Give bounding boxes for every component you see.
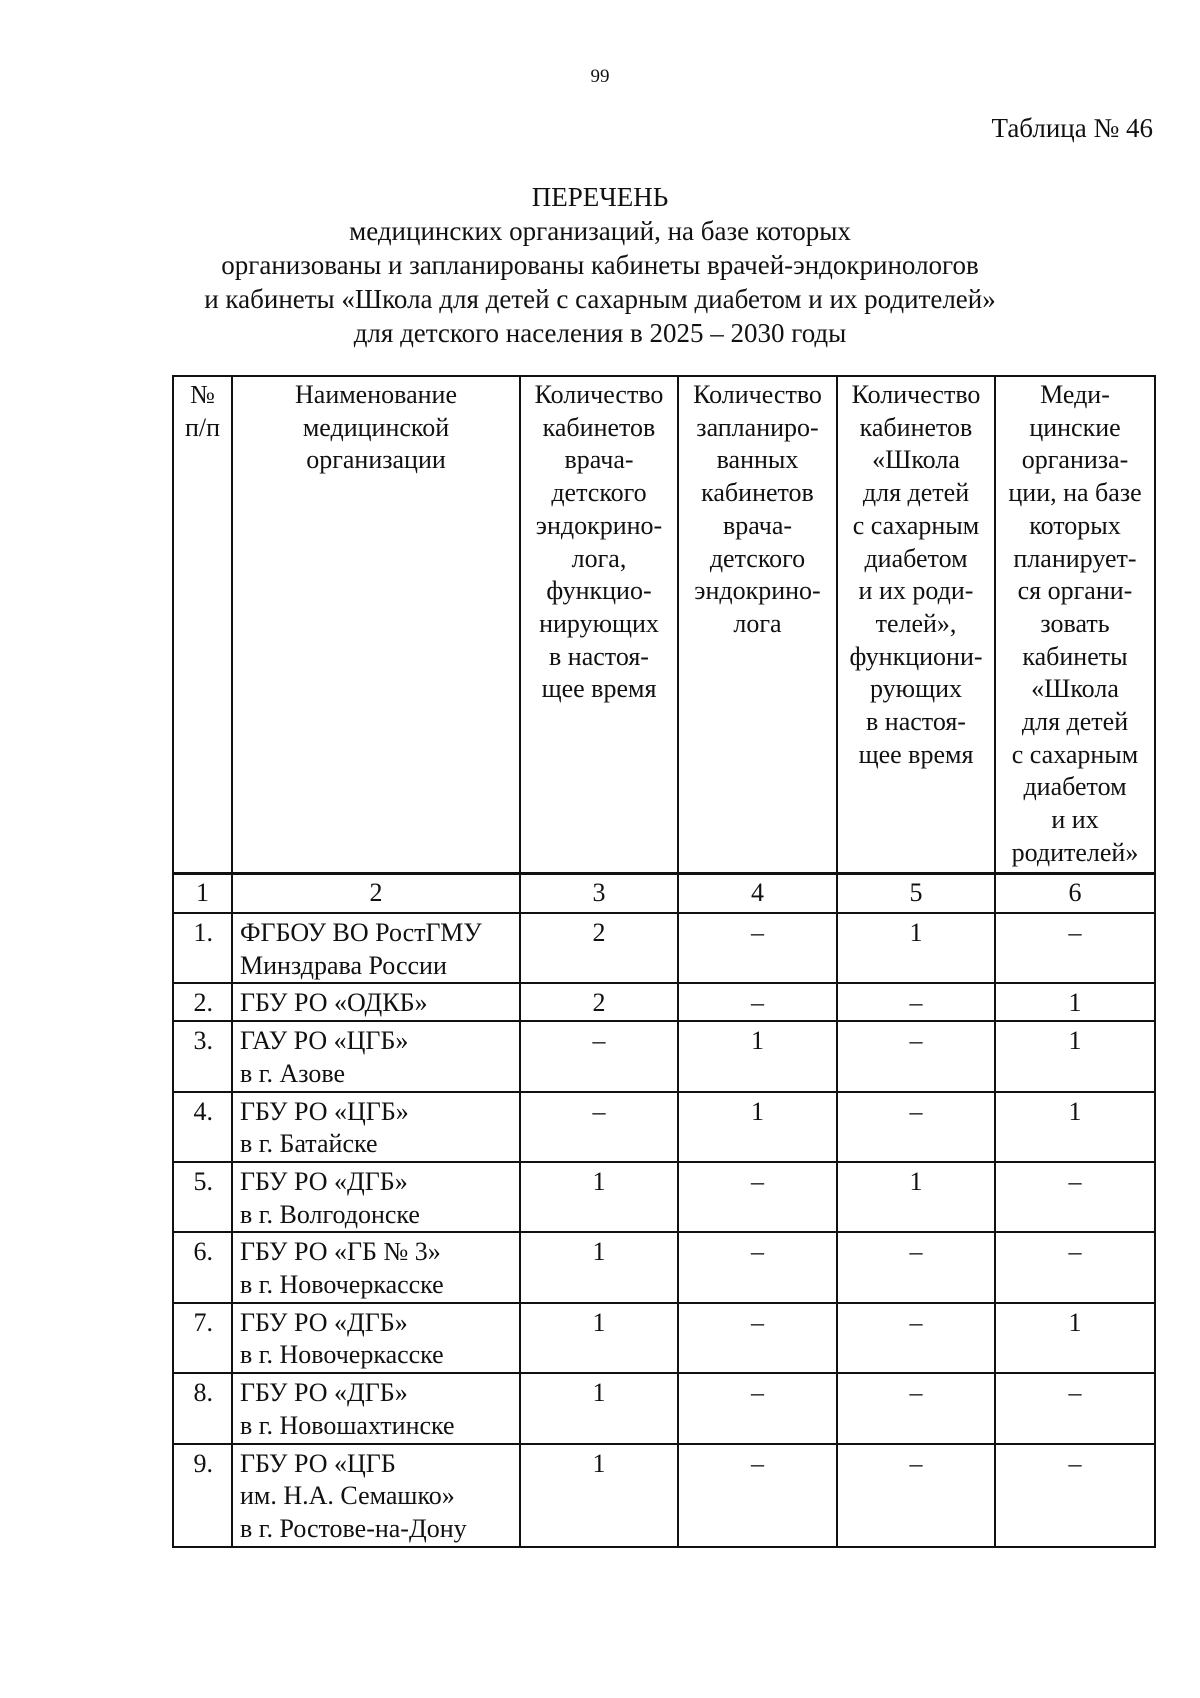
row-number-cell: 9.	[173, 1444, 232, 1547]
header-cell-current-endocrinology-offices	[520, 376, 678, 874]
current-endocrinology-offices-cell: 1	[520, 1444, 678, 1547]
header-line: ванных	[716, 445, 799, 475]
row-number-cell: 7.	[173, 1303, 232, 1373]
header-line: кабинеты	[1022, 641, 1128, 671]
org-name-line: ГБУ РО «ДГБ»	[240, 1307, 408, 1337]
org-name-cell	[232, 1232, 520, 1302]
org-name-line: ГБУ РО «ЦГБ»	[240, 1096, 409, 1126]
planned-diabetes-schools-cell: 1	[995, 1021, 1155, 1091]
header-line: Количество	[693, 380, 822, 409]
row-number-cell: 8.	[173, 1373, 232, 1443]
planned-diabetes-schools-cell: 1	[995, 983, 1155, 1021]
org-name-cell	[232, 983, 520, 1021]
planned-endocrinology-offices-cell: –	[678, 983, 837, 1021]
header-line: Меди-	[1040, 380, 1110, 409]
header-cell-planned-endocrinology-offices	[678, 376, 837, 874]
header-line: с сахарным	[852, 510, 980, 540]
org-name-line: ГБУ РО «ДГБ»	[240, 1166, 408, 1196]
org-name-cell	[232, 1373, 520, 1443]
org-name-cell	[232, 1021, 520, 1091]
header-line: рующих	[869, 674, 962, 704]
table-row	[173, 1444, 1155, 1547]
planned-endocrinology-offices-cell: –	[678, 1162, 837, 1232]
current-endocrinology-offices-cell: 1	[520, 1162, 678, 1232]
table-header-row	[173, 376, 1155, 874]
header-line: п/п	[184, 412, 221, 442]
header-line: цинские	[1029, 412, 1121, 442]
header-line: детского	[709, 543, 806, 573]
table-row	[173, 1162, 1155, 1232]
column-number-row	[173, 874, 1155, 914]
header-line: и их роди-	[858, 576, 974, 606]
org-name-line: ФГБОУ ВО РостГМУ	[240, 918, 482, 947]
header-line: диабетом	[864, 543, 968, 573]
org-name-cell	[232, 1092, 520, 1162]
header-line: диабетом	[1023, 772, 1127, 802]
column-number: 5	[837, 874, 995, 914]
header-line: функциони-	[849, 641, 983, 671]
header-line: нирующих	[539, 608, 659, 638]
header-line: врача-	[722, 510, 793, 540]
header-line: детского	[551, 478, 647, 508]
planned-endocrinology-offices-cell: 1	[678, 1021, 837, 1091]
header-line: функцио-	[546, 576, 652, 606]
current-endocrinology-offices-cell: 1	[520, 1232, 678, 1302]
header-line: щее время	[541, 674, 657, 704]
planned-diabetes-schools-cell: 1	[995, 1092, 1155, 1162]
header-line: для детей	[1021, 707, 1129, 737]
planned-endocrinology-offices-cell: –	[678, 1444, 837, 1547]
header-line: для детей	[862, 478, 970, 508]
title-line: для детского населения в 2025 – 2030 годы	[353, 318, 847, 348]
planned-endocrinology-offices-cell: –	[678, 1373, 837, 1443]
header-line: запланиро-	[696, 412, 819, 442]
header-line: планирует-	[1013, 543, 1137, 573]
planned-endocrinology-offices-cell: –	[678, 913, 837, 983]
planned-diabetes-schools-cell: 1	[995, 1303, 1155, 1373]
org-name-line: в г. Батайске	[240, 1129, 378, 1159]
header-line: с сахарным	[1011, 739, 1139, 769]
table-row	[173, 1303, 1155, 1373]
planned-diabetes-schools-cell: –	[995, 1232, 1155, 1302]
org-name-line: им. Н.А. Семашко»	[240, 1481, 455, 1511]
current-diabetes-schools-cell: –	[837, 1021, 995, 1091]
header-cell-number	[173, 376, 232, 874]
header-line: «Школа	[1031, 674, 1119, 704]
header-line: и их	[1051, 805, 1099, 835]
current-endocrinology-offices-cell: 1	[520, 1373, 678, 1443]
current-endocrinology-offices-cell: 1	[520, 1303, 678, 1373]
current-diabetes-schools-cell: –	[837, 1303, 995, 1373]
header-line: врача-	[564, 445, 634, 475]
current-diabetes-schools-cell: 1	[837, 913, 995, 983]
row-number-cell: 1.	[173, 913, 232, 983]
page-number: 99	[590, 66, 610, 87]
header-line: «Школа	[872, 445, 960, 475]
org-name-cell	[232, 913, 520, 983]
header-line: родителей»	[1011, 837, 1139, 867]
org-name-line: в г. Волгодонске	[240, 1199, 420, 1229]
current-endocrinology-offices-cell: –	[520, 1021, 678, 1091]
planned-endocrinology-offices-cell: 1	[678, 1092, 837, 1162]
org-name-line: Минздрава России	[240, 950, 447, 980]
current-endocrinology-offices-cell: 2	[520, 913, 678, 983]
org-name-cell	[232, 1303, 520, 1373]
header-line: зовать	[1040, 608, 1110, 638]
org-name-line: ГБУ РО «ДГБ»	[240, 1378, 408, 1408]
header-line: лога,	[571, 543, 627, 573]
row-number-cell: 5.	[173, 1162, 232, 1232]
header-cell-planned-diabetes-schools	[995, 376, 1155, 874]
title-line: организованы и запланированы кабинеты врачей-эндокринологов	[221, 250, 979, 280]
row-number-cell: 2.	[173, 983, 232, 1021]
header-line: №	[190, 380, 215, 409]
table-row	[173, 913, 1155, 983]
organizations-table	[172, 375, 1156, 1548]
planned-diabetes-schools-cell: –	[995, 1162, 1155, 1232]
org-name-line: в г. Ростове-на-Дону	[240, 1513, 467, 1543]
planned-diabetes-schools-cell: –	[995, 913, 1155, 983]
row-number-cell: 6.	[173, 1232, 232, 1302]
row-number-cell: 3.	[173, 1021, 232, 1091]
org-name-line: в г. Новочеркасске	[240, 1340, 444, 1370]
header-line: Количество	[534, 380, 664, 409]
column-number: 1	[173, 874, 232, 914]
column-number: 4	[678, 874, 837, 914]
header-line: Наименование	[295, 380, 457, 409]
org-name-line: ГБУ РО «ОДКБ»	[240, 988, 428, 1018]
header-line: в настоя-	[549, 641, 649, 671]
current-diabetes-schools-cell: –	[837, 1444, 995, 1547]
org-name-line: в г. Новочеркасске	[240, 1270, 444, 1300]
column-number: 6	[995, 874, 1155, 914]
current-diabetes-schools-cell: –	[837, 1092, 995, 1162]
header-line: эндокрино-	[694, 576, 821, 606]
planned-endocrinology-offices-cell: –	[678, 1303, 837, 1373]
header-line: лога	[733, 608, 782, 638]
header-line: медицинской	[302, 412, 450, 442]
header-line: которых	[1029, 510, 1121, 540]
document-title	[0, 180, 1200, 350]
header-line: Количество	[851, 380, 981, 409]
header-line: кабинетов	[542, 412, 656, 442]
current-diabetes-schools-cell: –	[837, 983, 995, 1021]
row-number-cell: 4.	[173, 1092, 232, 1162]
org-name-line: ГБУ РО «ЦГБ	[240, 1448, 396, 1478]
org-name-line: в г. Азове	[240, 1058, 346, 1088]
header-line: телей»,	[875, 608, 957, 638]
title-line: и кабинеты «Школа для детей с сахарным диабетом и их родителей»	[204, 284, 996, 314]
table-row	[173, 1232, 1155, 1302]
header-line: организации	[306, 445, 446, 475]
planned-endocrinology-offices-cell: –	[678, 1232, 837, 1302]
org-name-line: ГАУ РО «ЦГБ»	[240, 1026, 409, 1056]
header-line: эндокрино-	[535, 510, 663, 540]
header-line: кабинетов	[701, 478, 814, 508]
header-line: в настоя-	[866, 707, 966, 737]
header-line: ции, на базе	[1008, 478, 1142, 508]
header-line: организа-	[1021, 445, 1129, 475]
title-heading: ПЕРЕЧЕНЬ	[531, 182, 669, 212]
current-endocrinology-offices-cell: –	[520, 1092, 678, 1162]
table-row	[173, 1021, 1155, 1091]
table-row	[173, 1373, 1155, 1443]
table-row	[173, 983, 1155, 1021]
header-cell-current-diabetes-schools	[837, 376, 995, 874]
header-line: щее время	[858, 739, 974, 769]
org-name-line: в г. Новошахтинске	[240, 1410, 455, 1440]
header-line: ся органи-	[1017, 576, 1133, 606]
org-name-cell	[232, 1162, 520, 1232]
current-diabetes-schools-cell: –	[837, 1373, 995, 1443]
current-diabetes-schools-cell: 1	[837, 1162, 995, 1232]
header-line: кабинетов	[859, 412, 973, 442]
org-name-line: ГБУ РО «ГБ № 3»	[240, 1237, 441, 1267]
table-label: Таблица № 46	[991, 113, 1153, 143]
current-diabetes-schools-cell: –	[837, 1232, 995, 1302]
current-endocrinology-offices-cell: 2	[520, 983, 678, 1021]
header-cell-org-name	[232, 376, 520, 874]
org-name-cell	[232, 1444, 520, 1547]
column-number: 3	[520, 874, 678, 914]
planned-diabetes-schools-cell: –	[995, 1373, 1155, 1443]
table-row	[173, 1092, 1155, 1162]
column-number: 2	[232, 874, 520, 914]
planned-diabetes-schools-cell: –	[995, 1444, 1155, 1547]
title-line: медицинских организаций, на базе которых	[349, 216, 851, 246]
